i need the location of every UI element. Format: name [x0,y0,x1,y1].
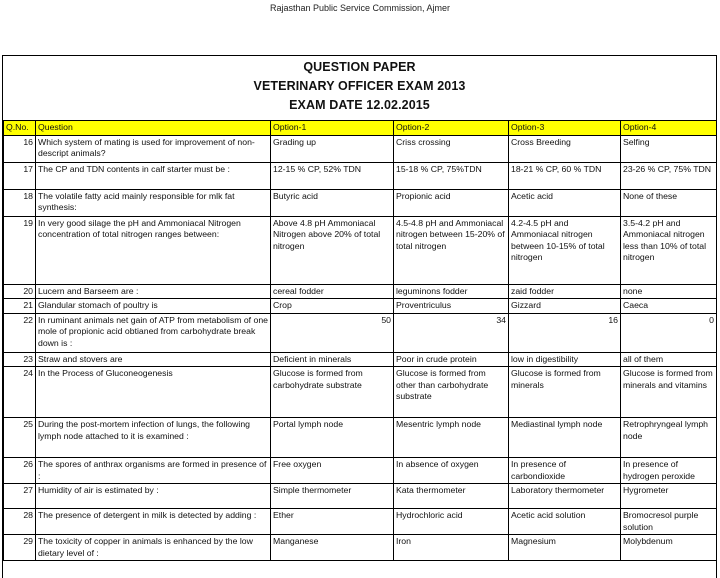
option-4: Retrophryngeal lymph node [621,418,717,458]
option-2: leguminons fodder [394,284,509,299]
question-number: 26 [4,458,36,484]
question-number: 23 [4,352,36,367]
option-3: 4.2-4.5 pH and Ammoniacal nitrogen between 10-15% of total nitrogen [509,216,621,284]
option-3: Laboratory thermometer [509,484,621,509]
option-4: all of them [621,352,717,367]
exam-date: EXAM DATE 12.02.2015 [289,98,430,112]
option-4: Bromocresol purple solution [621,509,717,535]
question-number: 29 [4,535,36,561]
option-2: Iron [394,535,509,561]
option-3: Cross Breeding [509,135,621,162]
question-text: The CP and TDN contents in calf starter must be : [36,162,271,189]
table-row [4,509,717,535]
table-row [4,299,717,314]
option-3: Magnesium [509,535,621,561]
table-row [4,313,717,352]
header-question: Question [36,121,271,136]
option-3: zaid fodder [509,284,621,299]
option-2: In absence of oxygen [394,458,509,484]
table-row [4,216,717,284]
option-2: Criss crossing [394,135,509,162]
header-option-4: Option-4 [621,121,717,136]
table-row [4,484,717,509]
option-3: Mediastinal lymph node [509,418,621,458]
option-1: Above 4.8 pH Ammoniacal Nitrogen above 20% of total nitrogen [271,216,394,284]
question-text: Humidity of air is estimated by : [36,484,271,509]
question-number: 24 [4,367,36,418]
option-2: 15-18 % CP, 75%TDN [394,162,509,189]
question-number: 22 [4,313,36,352]
option-4: 23-26 % CP, 75% TDN [621,162,717,189]
option-1: Manganese [271,535,394,561]
option-1: Free oxygen [271,458,394,484]
question-text: In very good silage the pH and Ammoniacal Nitrogen concentration of total nitrogen ranges between: [36,216,271,284]
option-3: In presence of carbondioxide [509,458,621,484]
option-1: 50 [271,313,394,352]
table-row [4,135,717,162]
exam-title: VETERINARY OFFICER EXAM 2013 [253,79,466,93]
option-1: Simple thermometer [271,484,394,509]
option-3: Gizzard [509,299,621,314]
option-2: 34 [394,313,509,352]
header-option-2: Option-2 [394,121,509,136]
question-number: 17 [4,162,36,189]
question-text: In ruminant animals net gain of ATP from metabolism of one mole of propionic acid obtianed from carbohydrate break down is : [36,313,271,352]
question-number: 25 [4,418,36,458]
option-2: Kata thermometer [394,484,509,509]
question-paper-frame [2,55,717,578]
option-2: Glucose is formed from other than carbohydrate substrate [394,367,509,418]
organization-name: Rajasthan Public Service Commission, Ajmer [269,3,451,13]
option-4: Molybdenum [621,535,717,561]
header-option-1: Option-1 [271,121,394,136]
question-text: The presence of detergent in milk is detected by adding : [36,509,271,535]
option-2: Propionic acid [394,189,509,216]
option-1: Grading up [271,135,394,162]
question-number: 16 [4,135,36,162]
title-block [3,56,716,120]
table-row [4,367,717,418]
table-row [4,189,717,216]
question-number: 20 [4,284,36,299]
option-3: Glucose is formed from minerals [509,367,621,418]
table-row [4,418,717,458]
option-2: Mesentric lymph node [394,418,509,458]
question-text: Glandular stomach of poultry is [36,299,271,314]
question-number: 28 [4,509,36,535]
table-row [4,284,717,299]
option-1: cereal fodder [271,284,394,299]
question-text: The toxicity of copper in animals is enhanced by the low dietary level of : [36,535,271,561]
question-text: The volatile fatty acid mainly responsible for mlk fat synthesis: [36,189,271,216]
option-3: 18-21 % CP, 60 % TDN [509,162,621,189]
option-1: Deficient in minerals [271,352,394,367]
option-4: Glucose is formed from minerals and vitamins [621,367,717,418]
option-2: Hydrochloric acid [394,509,509,535]
option-3: Acetic acid solution [509,509,621,535]
question-number: 21 [4,299,36,314]
option-1: Butyric acid [271,189,394,216]
questions-table [3,120,717,561]
table-header-row [4,121,717,136]
table-row [4,352,717,367]
option-2: Poor in crude protein [394,352,509,367]
option-4: Hygrometer [621,484,717,509]
question-number: 18 [4,189,36,216]
option-1: 12-15 % CP, 52% TDN [271,162,394,189]
option-2: 4.5-4.8 pH and Ammoniacal nitrogen between 15-20% of total nitrogen [394,216,509,284]
question-text: Which system of mating is used for improvement of non-descript animals? [36,135,271,162]
option-1: Glucose is formed from carbohydrate substrate [271,367,394,418]
table-row [4,162,717,189]
table-row [4,535,717,561]
option-3: Acetic acid [509,189,621,216]
option-4: 0 [621,313,717,352]
header-qno: Q.No. [4,121,36,136]
question-text: Straw and stovers are [36,352,271,367]
question-text: During the post-mortem infection of lungs, the following lymph node attached to it is examined : [36,418,271,458]
option-1: Portal lymph node [271,418,394,458]
question-number: 27 [4,484,36,509]
option-3: 16 [509,313,621,352]
paper-title: QUESTION PAPER [303,60,416,74]
option-4: none [621,284,717,299]
option-1: Crop [271,299,394,314]
question-text: Lucern and Barseem are : [36,284,271,299]
header-option-3: Option-3 [509,121,621,136]
option-3: low in digestibility [509,352,621,367]
question-text: The spores of anthrax organisms are formed in presence of : [36,458,271,484]
option-4: Caeca [621,299,717,314]
option-4: In presence of hydrogen peroxide [621,458,717,484]
option-4: Selfing [621,135,717,162]
table-row [4,458,717,484]
question-text: In the Process of Gluconeogenesis [36,367,271,418]
option-1: Ether [271,509,394,535]
option-4: 3.5-4.2 pH and Ammoniacal nitrogen less than 10% of total nitrogen [621,216,717,284]
question-number: 19 [4,216,36,284]
option-4: None of these [621,189,717,216]
option-2: Proventriculus [394,299,509,314]
